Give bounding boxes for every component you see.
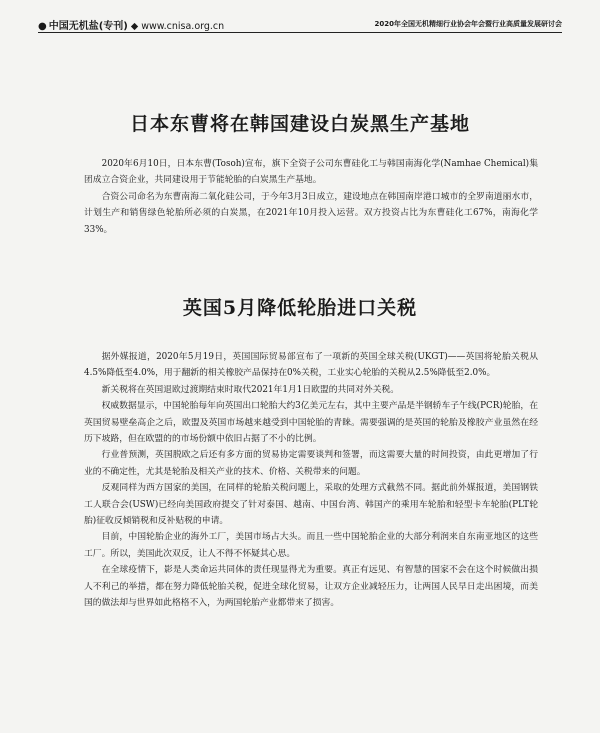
paragraph: 目前，中国轮胎企业的海外工厂，美国市场占大头。而且一些中国轮胎企业的大部分利润来自东南亚地区的这些工厂。所以，美国此次双反，让人不得不怀疑其心思。 xyxy=(84,532,538,559)
paragraph: 在全球疫情下，影是人类命运共同体的责任现显得尤为重要。真正有远见、有智慧的国家不会在这个时候做出损人不利己的举措，都在努力降低轮胎关税，促进全球化贸易，让双方企业减轻压力，让两国人民早日走出困境，而美国的做法却与世界如此格格不入，为两国轮胎产业都带来了损害。 xyxy=(84,565,538,609)
paragraph: 新关税将在英国退欧过渡期结束时取代2021年1月1日欧盟的共同对外关税。 xyxy=(101,384,400,395)
paragraph: 权威数据显示，中国轮胎每年向英国出口轮胎大约3亿美元左右，其中主要产品是半钢轿车子午线(PCR)轮胎，在英国贸易壁垒高企之后，欧盟及英国市场越来越受到中国轮胎的青睐。需要强调的是英国的轮胎及橡胶产业虽然在经历下坡路，但在欧盟的的市场份额中依旧占据了不小的比例。 xyxy=(84,401,538,445)
paragraph: 合资公司命名为东曹南海二氧化硅公司，于今年3月3日成立，建设地点在韩国南岸港口城市的全罗南道丽水市，计划生产和销售绿色轮胎所必须的白炭黑，在2021年10月投入运营。双方投资占比为东曹硅化工67%，南海化学33%。 xyxy=(84,191,538,235)
paragraph: 反观同样为西方国家的美国，在同样的轮胎关税问题上，采取的处理方式截然不同。据此前外媒报道，美国钢铁工人联合会(USW)已经向美国政府提交了针对泰国、越南、中国台湾、韩国产的乘用车轮胎和轻型卡车轮胎(PLT轮胎)征收反倾销税和反补贴税的申请。 xyxy=(84,483,538,527)
bullet-icon: ● xyxy=(38,21,47,32)
conference-name: 2020年全国无机精细行业协会年会暨行业高质量发展研讨会 xyxy=(374,20,562,28)
article1-body xyxy=(84,156,538,238)
diamond-icon: ◆ xyxy=(130,21,139,32)
article2-body xyxy=(84,349,538,612)
article2-title: 英国5月降低轮胎进口关税 xyxy=(182,297,418,319)
journal-name: 中国无机盐(专刊) xyxy=(48,21,128,32)
journal-website: www.cnisa.org.cn xyxy=(141,21,225,32)
header-left xyxy=(38,17,224,32)
article1-title: 日本东曹将在韩国建设白炭黑生产基地 xyxy=(129,113,470,135)
page-header xyxy=(38,14,562,33)
paragraph: 据外媒报道，2020年5月19日，英国国际贸易部宣布了一项新的英国全球关税(UKGT)——英国将轮胎关税从4.5%降低至4.0%，用于翻新的相关橡胶产品保持在0%关税，工业实心轮胎的关税从2.5%降低至2.0%。 xyxy=(84,352,538,379)
paragraph: 行业普预测，英国脱欧之后还有多方面的贸易协定需要谈判和签署，而这需要大量的时间投资，由此更增加了行业的不确定性，尤其是轮胎及相关产业的技术、价格、关税带来的问题。 xyxy=(84,450,538,477)
paragraph: 2020年6月10日，日本东曹(Tosoh)宣布，旗下全资子公司东曹硅化工与韩国南海化学(Namhae Chemical)集团成立合资企业，共同建设用于节能轮胎的白炭黑生产基地。 xyxy=(84,159,538,186)
